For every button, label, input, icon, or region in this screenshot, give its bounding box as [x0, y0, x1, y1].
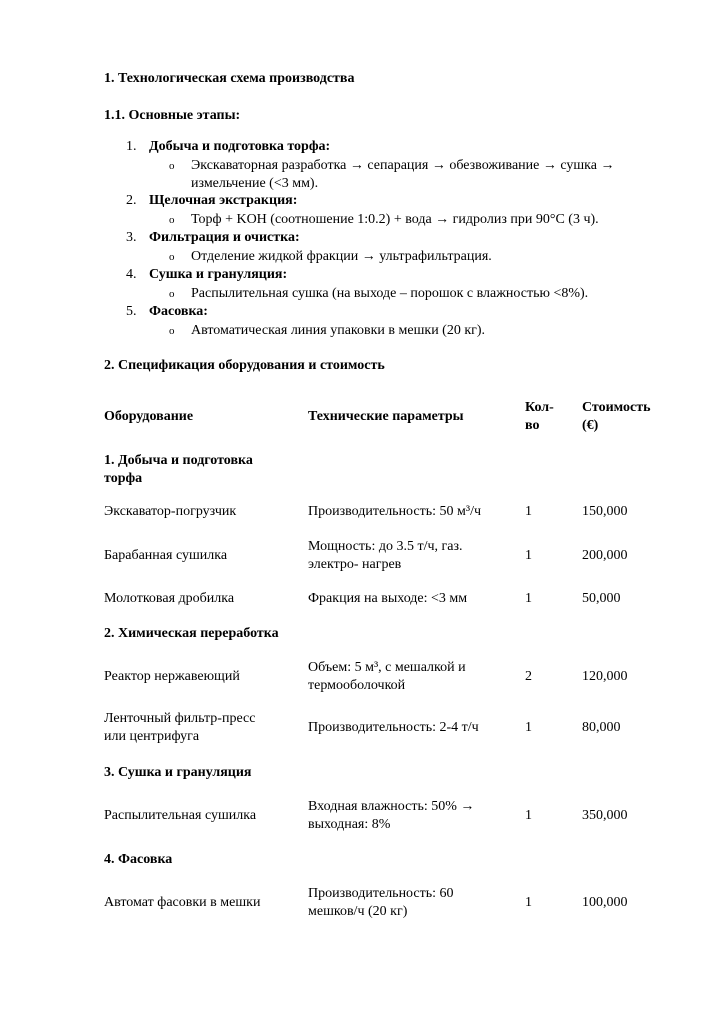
table-cell-qty: 1 — [525, 808, 532, 823]
stage-title: Фасовка: — [149, 304, 208, 319]
table-cell-qty: 1 — [525, 504, 532, 519]
table-cell-equipment: Молотковая дробилка — [104, 591, 235, 606]
header-params: Технические параметры — [308, 409, 464, 424]
table-cell-params: термооболочкой — [308, 678, 406, 693]
stage-number: 4. — [126, 267, 137, 282]
stage-description: Экскаваторная разработка → сепарация → обезвоживание → сушка → — [191, 158, 615, 173]
bullet-icon: o — [169, 325, 175, 337]
table-cell-params: Мощность: до 3.5 т/ч, газ. — [308, 539, 463, 554]
stage-number: 5. — [126, 304, 137, 319]
table-cell-params: электро- нагрев — [308, 557, 402, 572]
stage-title: Добыча и подготовка торфа: — [149, 139, 331, 154]
table-cell-qty: 1 — [525, 720, 532, 735]
stage-title: Щелочная экстракция: — [149, 193, 298, 208]
bullet-icon: o — [169, 288, 175, 300]
stage-description: Распылительная сушка (на выходе – порошок с влажностью <8%). — [191, 286, 589, 301]
header-cost: Стоимость — [582, 400, 651, 415]
section-1-subtitle: 1.1. Основные этапы: — [104, 108, 241, 123]
table-cell-params: Фракция на выходе: <3 мм — [308, 591, 468, 606]
header-qty: во — [525, 418, 540, 433]
stage-number: 1. — [126, 139, 137, 154]
table-cell-equipment: Барабанная сушилка — [104, 548, 228, 563]
table-cell-params: Входная влажность: 50% → — [308, 799, 475, 814]
stage-number: 2. — [126, 193, 137, 208]
table-cell-equipment: или центрифуга — [104, 729, 200, 744]
table-cell-cost: 50,000 — [582, 591, 621, 606]
table-cell-cost: 150,000 — [582, 504, 628, 519]
group-title: 4. Фасовка — [104, 852, 173, 867]
table-cell-qty: 2 — [525, 669, 532, 684]
table-cell-params: Объем: 5 м³, с мешалкой и — [308, 660, 466, 675]
table-cell-params: Производительность: 50 м³/ч — [308, 504, 481, 519]
table-cell-equipment: Автомат фасовки в мешки — [104, 895, 261, 910]
table-cell-qty: 1 — [525, 591, 532, 606]
table-cell-qty: 1 — [525, 895, 532, 910]
header-equipment: Оборудование — [104, 409, 194, 424]
section-2-title: 2. Спецификация оборудования и стоимость — [104, 358, 385, 373]
stage-title: Сушка и грануляция: — [149, 267, 288, 282]
group-title: 2. Химическая переработка — [104, 626, 279, 641]
stage-title: Фильтрация и очистка: — [149, 230, 300, 245]
stage-description: Автоматическая линия упаковки в мешки (20 кг). — [191, 323, 486, 338]
group-title: торфа — [104, 471, 143, 486]
section-1-title: 1. Технологическая схема производства — [104, 71, 355, 86]
header-qty: Кол- — [525, 400, 554, 415]
table-cell-cost: 350,000 — [582, 808, 628, 823]
stage-description: Отделение жидкой фракции → ультрафильтрация. — [191, 249, 492, 264]
table-cell-cost: 100,000 — [582, 895, 628, 910]
table-cell-cost: 120,000 — [582, 669, 628, 684]
table-cell-qty: 1 — [525, 548, 532, 563]
table-cell-params: Производительность: 2-4 т/ч — [308, 720, 479, 735]
table-cell-equipment: Экскаватор-погрузчик — [104, 504, 237, 519]
stage-number: 3. — [126, 230, 137, 245]
table-cell-params: мешков/ч (20 кг) — [308, 904, 408, 919]
stage-description: Торф + KOH (соотношение 1:0.2) + вода → гидролиз при 90°C (3 ч). — [191, 212, 599, 227]
header-cost: (€) — [582, 418, 599, 433]
table-cell-cost: 80,000 — [582, 720, 621, 735]
bullet-icon: o — [169, 214, 175, 226]
group-title: 1. Добыча и подготовка — [104, 453, 253, 468]
table-cell-params: Производительность: 60 — [308, 886, 454, 901]
group-title: 3. Сушка и грануляция — [104, 765, 252, 780]
bullet-icon: o — [169, 251, 175, 263]
table-cell-params: выходная: 8% — [308, 817, 391, 832]
table-cell-equipment: Распылительная сушилка — [104, 808, 257, 823]
stage-description: измельчение (<3 мм). — [191, 176, 319, 191]
table-cell-cost: 200,000 — [582, 548, 628, 563]
bullet-icon: o — [169, 160, 175, 172]
table-cell-equipment: Реактор нержавеющий — [104, 669, 240, 684]
table-cell-equipment: Ленточный фильтр-пресс — [104, 711, 256, 726]
